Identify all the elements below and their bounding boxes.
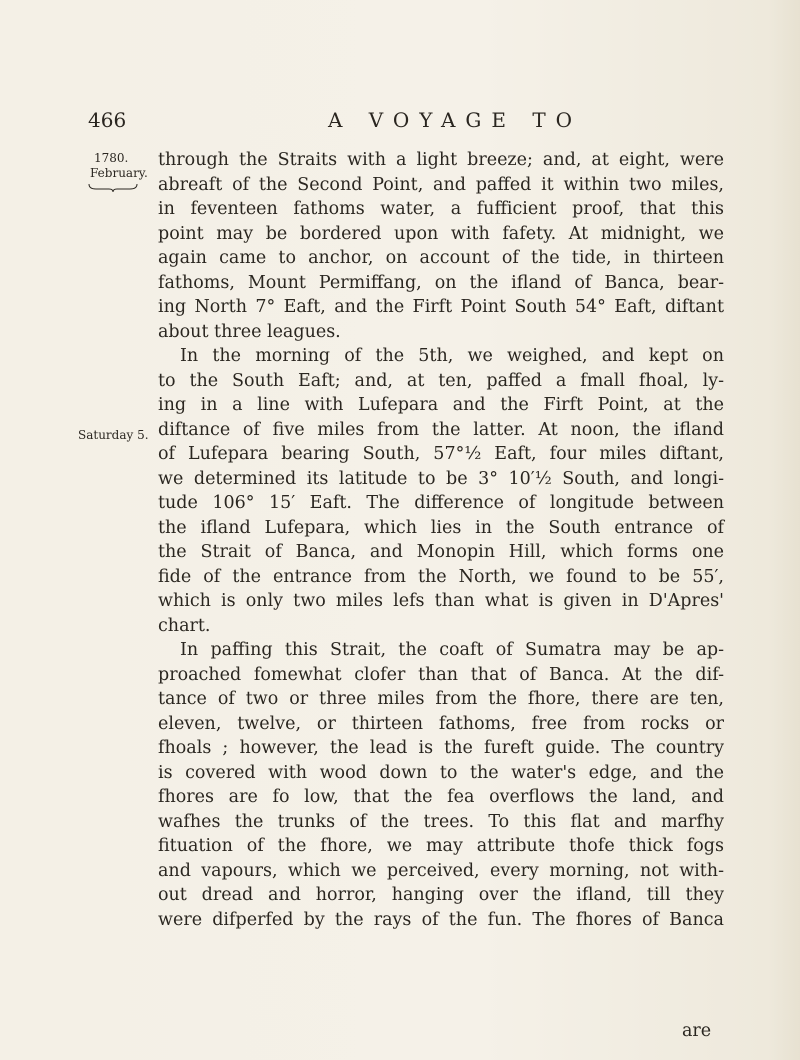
text-line: the ifland Lufepara, which lies in the South entrance of <box>158 517 724 538</box>
text-line: we determined its latitude to be 3° 10′½ South, and longi- <box>158 468 724 489</box>
text-line: diftance of five miles from the latter. At noon, the ifland <box>158 419 724 440</box>
text-line: through the Straits with a light breeze; and, at eight, were <box>158 150 724 170</box>
text-line: is covered with wood down to the water's edge, and the <box>158 762 724 783</box>
text-line: In the morning of the 5th, we weighed, and kept on <box>180 346 724 366</box>
text-line: proached fomewhat clofer than that of Banca. At the dif- <box>158 664 724 685</box>
text-line: the Strait of Banca, and Monopin Hill, which forms one <box>158 542 724 562</box>
text-line: in feventeen fathoms water, a fufficient proof, that this <box>158 199 724 219</box>
margin-note-year: 1780. <box>94 151 129 165</box>
text-line: wafhes the trunks of the trees. To this flat and marfhy <box>158 811 724 832</box>
text-line: and vapours, which we perceived, every morning, not with- <box>158 860 724 881</box>
text-line: chart. <box>158 615 211 636</box>
margin-brace-icon <box>88 183 138 193</box>
text-line: again came to anchor, on account of the tide, in thirteen <box>158 248 724 268</box>
text-line: to the South Eaft; and, at ten, paffed a fmall fhoal, ly- <box>158 370 724 391</box>
text-line: which is only two miles lefs than what is given in D'Apres' <box>158 591 724 611</box>
page-number: 466 <box>88 108 127 132</box>
page-header <box>88 108 728 138</box>
text-line: fituation of the fhore, we may attribute thofe thick fogs <box>158 836 724 856</box>
text-line: of Lufepara bearing South, 57°½ Eaft, four miles diftant, <box>158 444 724 464</box>
text-line: point may be bordered upon with fafety. At midnight, we <box>158 223 724 244</box>
text-line: abreaft of the Second Point, and paffed it within two miles, <box>158 174 724 195</box>
text-line: fhores are fo low, that the fea overflows the land, and <box>158 787 724 807</box>
text-line: fathoms, Mount Permiffang, on the ifland of Banca, bear- <box>158 272 724 293</box>
text-line: ing North 7° Eaft, and the Firft Point South 54° Eaft, diftant <box>158 297 724 317</box>
text-line: In paffing this Strait, the coaft of Sumatra may be ap- <box>180 640 724 660</box>
text-line: about three leagues. <box>158 321 341 342</box>
running-title: A VOYAGE TO <box>328 108 583 132</box>
margin-note-month: February. <box>90 166 148 180</box>
text-line: out dread and horror, hanging over the ifland, till they <box>158 885 724 905</box>
body-text <box>158 148 724 932</box>
text-line: tance of two or three miles from the fhore, there are ten, <box>158 689 724 709</box>
text-line: fhoals ; however, the lead is the fureft guide. The country <box>158 738 724 758</box>
catchword: are <box>682 1021 712 1041</box>
text-line: were difperfed by the rays of the fun. The fhores of Banca <box>158 909 724 930</box>
text-line: tude 106° 15′ Eaft. The difference of longitude between <box>158 493 724 513</box>
text-line: fide of the entrance from the North, we found to be 55′, <box>158 566 724 587</box>
text-line: ing in a line with Lufepara and the Firft Point, at the <box>158 395 724 415</box>
margin-note-day: Saturday 5. <box>78 428 149 442</box>
text-line: eleven, twelve, or thirteen fathoms, free from rocks or <box>158 713 724 734</box>
